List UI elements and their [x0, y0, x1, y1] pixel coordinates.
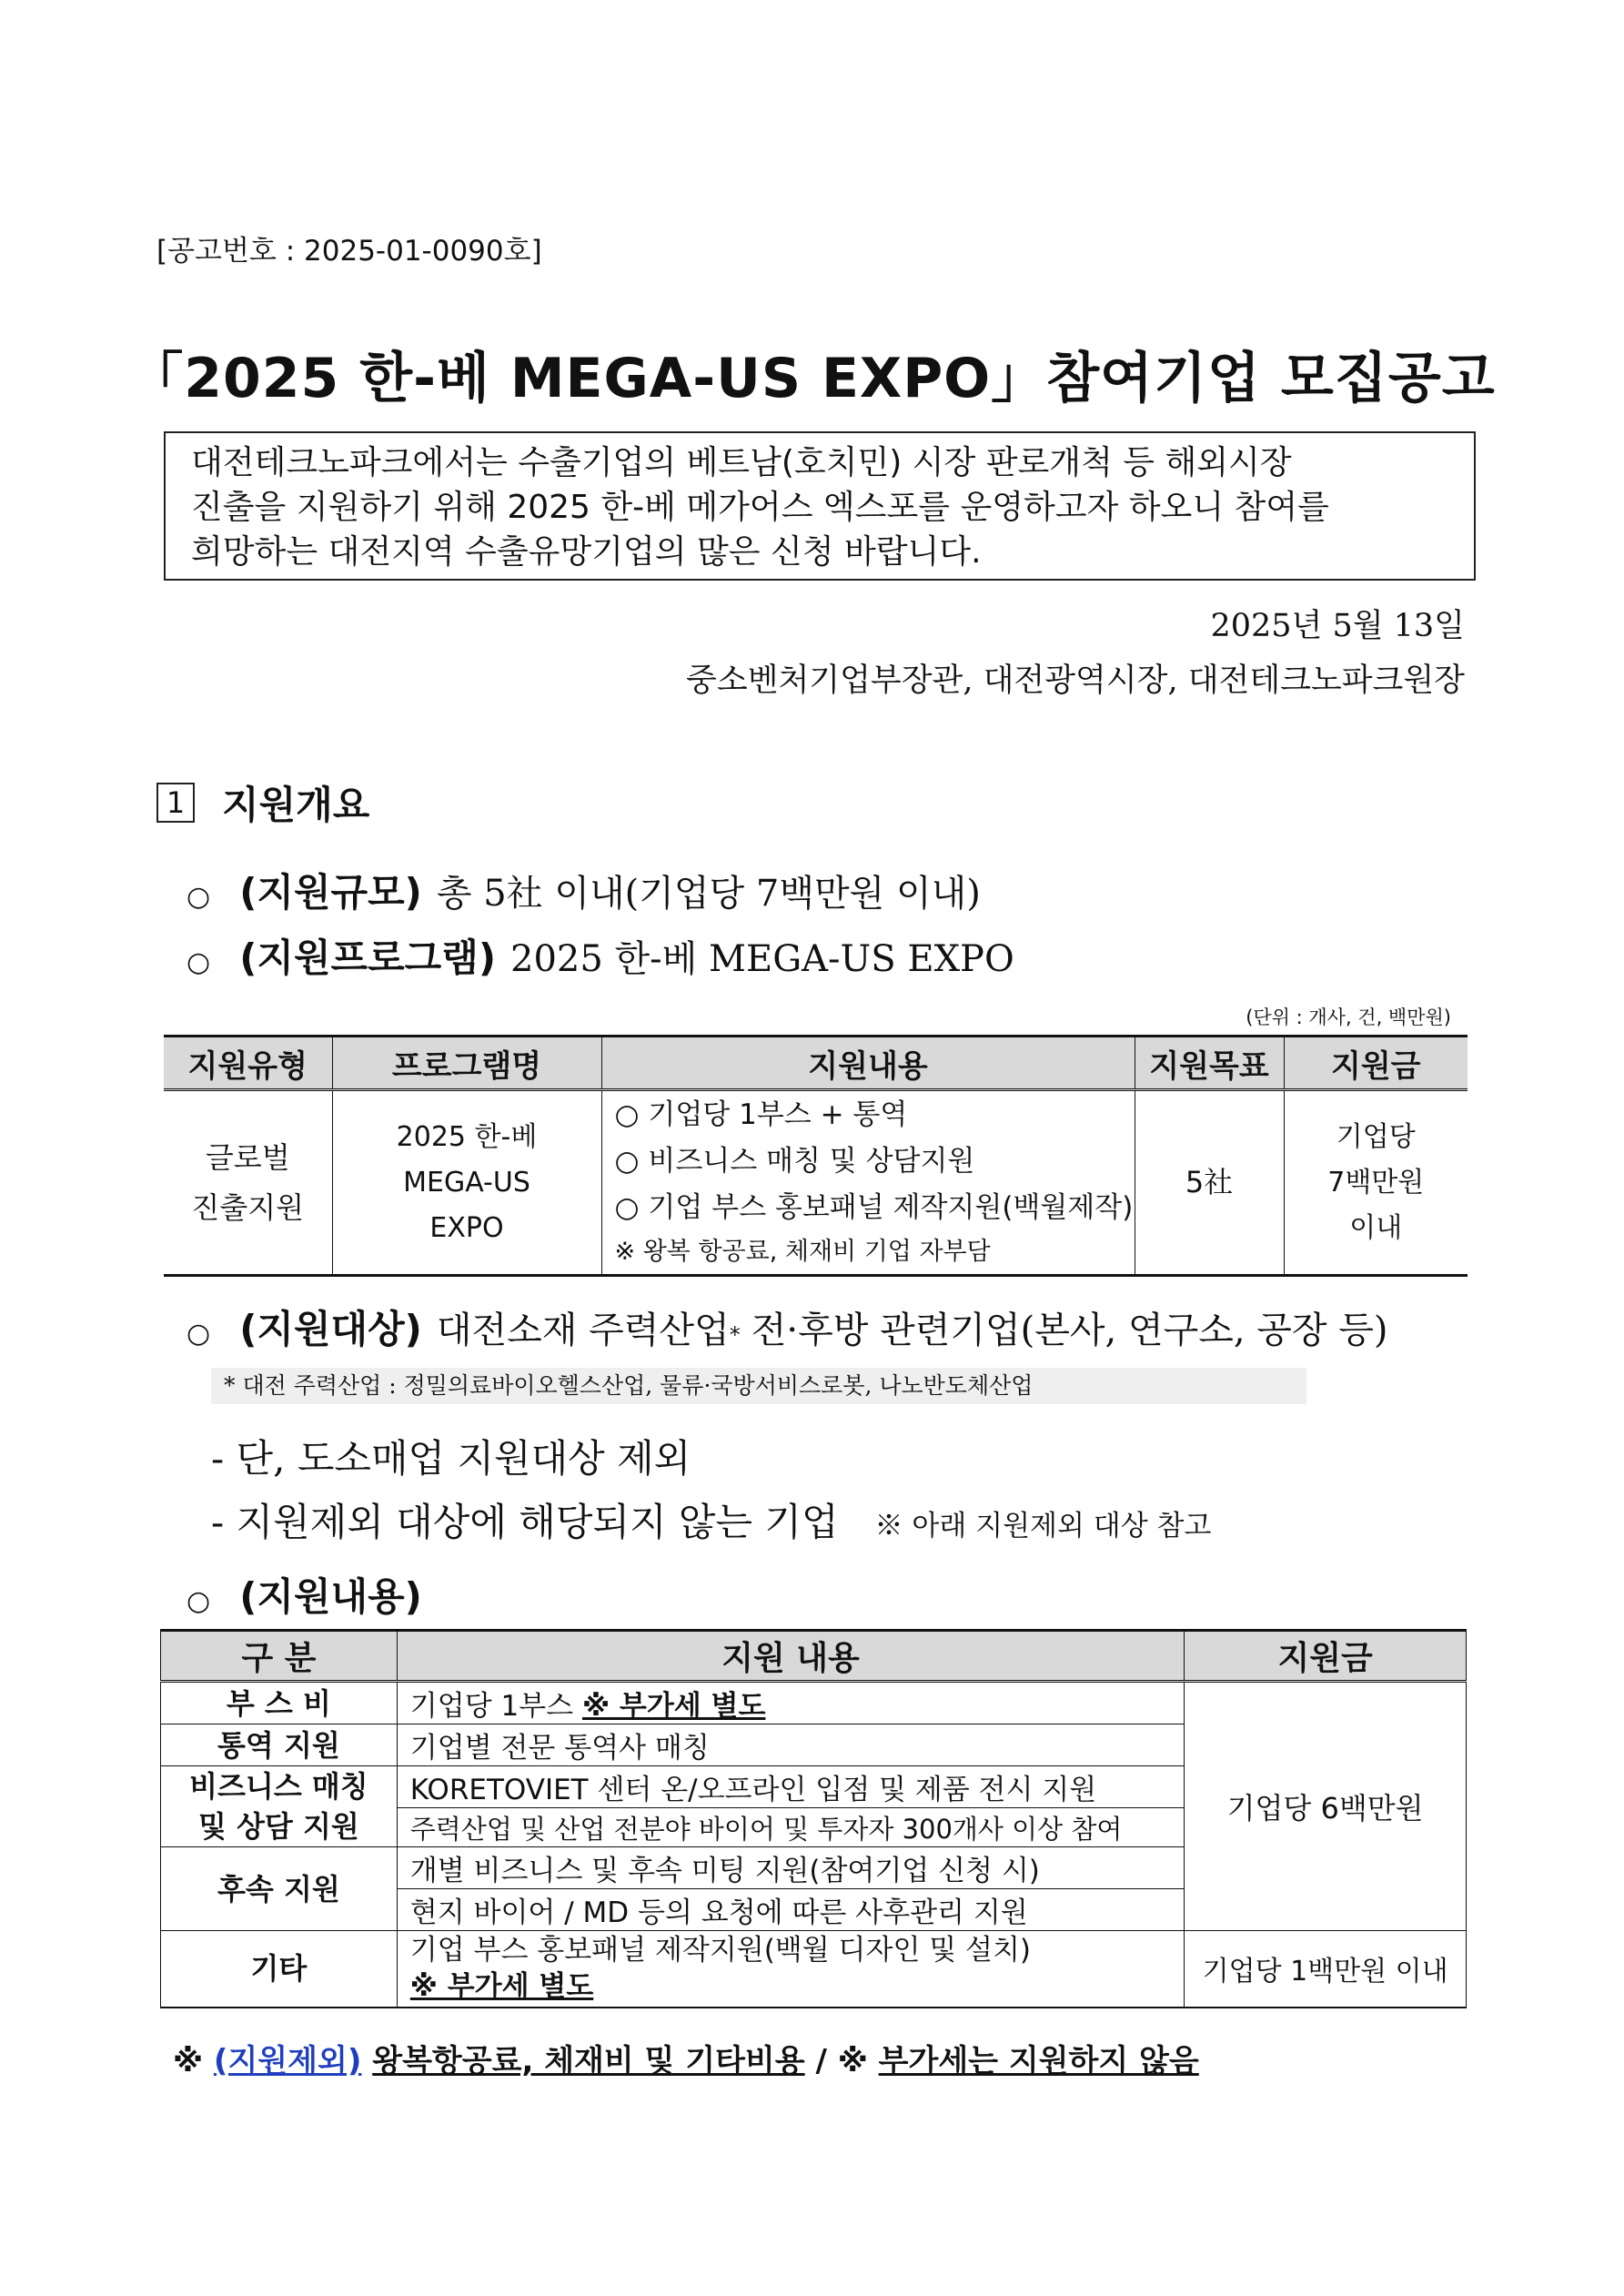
- unit-note: (단위 : 개사, 건, 백만원): [1246, 1006, 1451, 1028]
- content-cell: 주력산업 및 산업 전분야 바이어 및 투자자 300개사 이상 참여: [397, 1808, 1184, 1847]
- support-amount-cell: 기업당 7백만원 이내: [1284, 1090, 1468, 1276]
- bullet-label: (지원내용): [239, 1574, 422, 1619]
- target-note: * 대전 주력산업 : 정밀의료바이오헬스산업, 물류·국방서비스로봇, 나노반도체산업: [211, 1368, 1306, 1404]
- table-row: [161, 1931, 1467, 2008]
- bullet-text: 대전소재 주력산업: [436, 1310, 730, 1351]
- amount-cell: 기업당 1백만원 이내: [1185, 1931, 1467, 2008]
- circle-bullet-icon: ○: [187, 946, 211, 978]
- circle-bullet-icon: ○: [187, 881, 211, 913]
- bullet-label: (지원대상): [239, 1307, 422, 1351]
- table-header: 구 분: [161, 1631, 398, 1682]
- program-name-cell: 2025 한-베 MEGA-US EXPO: [332, 1090, 601, 1276]
- bullet-content: [187, 1567, 437, 1622]
- section-number: 1: [156, 783, 195, 823]
- notice-number: [공고번호 : 2025-01-0090호]: [156, 235, 542, 268]
- footnote-mark: *: [729, 1322, 741, 1348]
- support-type-cell: 글로벌 진출지원: [164, 1090, 332, 1276]
- support-target-cell: 5社: [1135, 1090, 1284, 1276]
- table-header: 지원목표: [1135, 1037, 1284, 1090]
- section-title: 지원개요: [222, 783, 370, 827]
- content-cell: 현지 바이어 / MD 등의 요청에 따른 사후관리 지원: [397, 1889, 1184, 1931]
- page-title: 「2025 한-베 MEGA-US EXPO」참여기업 모집공고: [128, 347, 1496, 410]
- bullet-text: 총 5社 이내(기업당 7백만원 이내): [436, 873, 981, 915]
- table-header: 지원금: [1284, 1037, 1468, 1090]
- bullet-label: (지원프로그램): [239, 936, 497, 980]
- content-cell: 개별 비즈니스 및 후속 미팅 지원(참여기업 신청 시): [397, 1847, 1184, 1889]
- intro-line: 진출을 지원하기 위해 2025 한-베 메가어스 엑스포를 운영하고자 하오니 참여를: [191, 489, 1329, 526]
- category-cell: 기타: [161, 1931, 398, 2008]
- bullet-label: (지원규모): [239, 870, 422, 915]
- bullet-text: 전·후방 관련기업(본사, 연구소, 공장 등): [751, 1310, 1388, 1351]
- reference-note: ※ 아래 지원제외 대상 참고: [874, 1510, 1212, 1542]
- content-cell: 기업당 1부스 ※ 부가세 별도: [397, 1682, 1184, 1725]
- intro-line: 대전테크노파크에서는 수출기업의 베트남(호치민) 시장 판로개척 등 해외시장: [191, 444, 1292, 481]
- intro-box: [164, 431, 1476, 581]
- amount-cell: 기업당 6백만원: [1185, 1682, 1467, 1931]
- support-content-table: [160, 1629, 1467, 2008]
- content-cell: 기업 부스 홍보패널 제작지원(백월 디자인 및 설치) ※ 부가세 별도: [397, 1931, 1184, 2008]
- program-table: [164, 1035, 1468, 1277]
- table-header-row: [161, 1631, 1467, 1682]
- issuer: 중소벤처기업부장관, 대전광역시장, 대전테크노파크원장: [686, 663, 1465, 699]
- category-cell: 부 스 비: [161, 1682, 398, 1725]
- support-content-cell: ○ 기업당 1부스 + 통역 ○ 비즈니스 매칭 및 상담지원 ○ 기업 부스 홍보패널 제작지원(백월제작) ※ 왕복 항공료, 체재비 기업 자부담: [601, 1090, 1135, 1276]
- notice-date: 2025년 5월 13일: [1210, 608, 1465, 644]
- circle-bullet-icon: ○: [187, 1318, 211, 1350]
- table-header: 지원금: [1185, 1631, 1467, 1682]
- content-cell: KORETOVIET 센터 온/오프라인 입점 및 제품 전시 지원: [397, 1766, 1184, 1808]
- bullet-target: [187, 1300, 1388, 1354]
- table-header: 지원 내용: [397, 1631, 1184, 1682]
- exclusion-label: (지원제외): [213, 2043, 362, 2079]
- dash-item: - 단, 도소매업 지원대상 제외: [211, 1436, 691, 1481]
- table-row: [161, 1682, 1467, 1725]
- section-heading: [156, 775, 369, 830]
- content-cell: 기업별 전문 통역사 매칭: [397, 1725, 1184, 1766]
- table-row: [164, 1090, 1468, 1276]
- exclusion-footnote: ※ (지원제외) 왕복항공료, 체재비 및 기타비용 / ※ 부가세는 지원하지 않음: [173, 2043, 1199, 2079]
- bullet-program: [187, 928, 1014, 983]
- bullet-text: 2025 한-베 MEGA-US EXPO: [510, 938, 1014, 980]
- category-cell: 비즈니스 매칭 및 상담 지원: [161, 1766, 398, 1847]
- intro-line: 희망하는 대전지역 수출유망기업의 많은 신청 바랍니다.: [191, 533, 982, 571]
- category-cell: 통역 지원: [161, 1725, 398, 1766]
- category-cell: 후속 지원: [161, 1847, 398, 1931]
- table-header: 프로그램명: [332, 1037, 601, 1090]
- table-header-row: [164, 1037, 1468, 1090]
- dash-item: - 지원제외 대상에 해당되지 않는 기업 ※ 아래 지원제외 대상 참고: [211, 1500, 1212, 1544]
- table-header: 지원유형: [164, 1037, 332, 1090]
- circle-bullet-icon: ○: [187, 1585, 211, 1617]
- bullet-scale: [187, 863, 981, 917]
- table-header: 지원내용: [601, 1037, 1135, 1090]
